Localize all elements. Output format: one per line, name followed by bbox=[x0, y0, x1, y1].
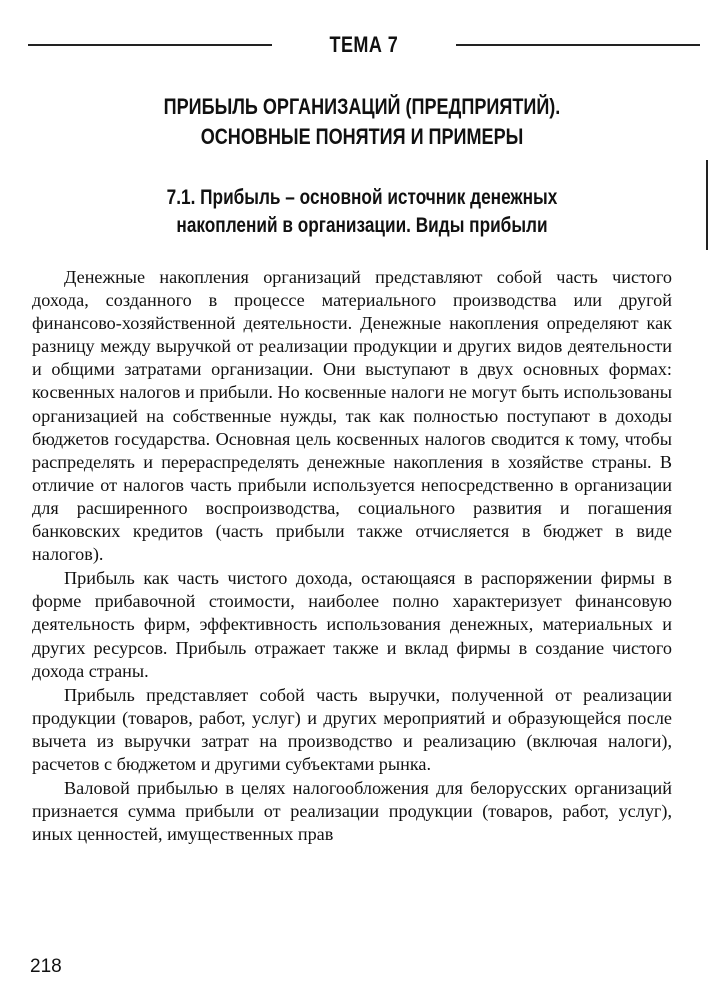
section-title-line-1: 7.1. Прибыль – основной источник денежных bbox=[166, 186, 558, 209]
paragraph-4: Валовой прибылью в целях налогообложения для белорусских организаций признается сумма прибыли от реализации продукции (товаров, работ, услуг), иных ценностей, имущественных прав bbox=[32, 778, 672, 845]
section-title-line-2: накоплений в организации. Виды прибыли bbox=[176, 214, 548, 237]
body-text bbox=[32, 266, 672, 847]
paragraph-1: Денежные накопления организаций представляют собой часть чистого дохода, созданного в процессе материального производства или другой финансово-хозяйственной деятельности. Денежные накопления определяют как разницу между выручкой от реализации продукции и других видов деятельности и общими затратами организации. Они выступают в двух основных формах: косвенных налогов и прибыли. Но косвенные налоги не могут быть использованы организацией на собственные нужды, так как полностью поступают в доходы бюджетов государства. Основная цель косвенных налогов сводится к тому, чтобы распределять и перераспределять денежные накопления в хозяйстве страны. В отличие от налогов часть прибыли используется непосредственно в организации для расширенного воспроизводства, социального развития и погашения банковских кредитов (часть прибыли также отчисляется в бюджет в виде налогов). bbox=[32, 267, 672, 565]
paragraph-2: Прибыль как часть чистого дохода, остающаяся в распоряжении фирмы в форме прибавочной стоимости, наиболее полно характеризует финансовую деятельность фирм, эффективность использования денежных, материальных и других ресурсов. Прибыль отражает также и вклад фирмы в создание чистого дохода страны. bbox=[32, 568, 672, 681]
chapter-title-line-2: ОСНОВНЫЕ ПОНЯТИЯ И ПРИМЕРЫ bbox=[200, 124, 524, 149]
header-rule-left bbox=[28, 44, 272, 46]
chapter-title bbox=[114, 92, 609, 152]
page-number: 218 bbox=[30, 956, 62, 977]
paragraph-3: Прибыль представляет собой часть выручки, полученной от реализации продукции (товаров, работ, услуг) и других мероприятий и образующейся после вычета из выручки затрат на производство и реализацию (включая налоги), расчетов с бюджетом и другими субъектами рынка. bbox=[32, 684, 672, 774]
section-title bbox=[114, 184, 609, 240]
header-rule-right bbox=[456, 44, 700, 46]
chapter-title-line-1: ПРИБЫЛЬ ОРГАНИЗАЦИЙ (ПРЕДПРИЯТИЙ). bbox=[163, 94, 561, 119]
theme-header bbox=[28, 30, 700, 60]
theme-label: ТЕМА 7 bbox=[329, 32, 399, 57]
margin-bar bbox=[706, 160, 708, 250]
